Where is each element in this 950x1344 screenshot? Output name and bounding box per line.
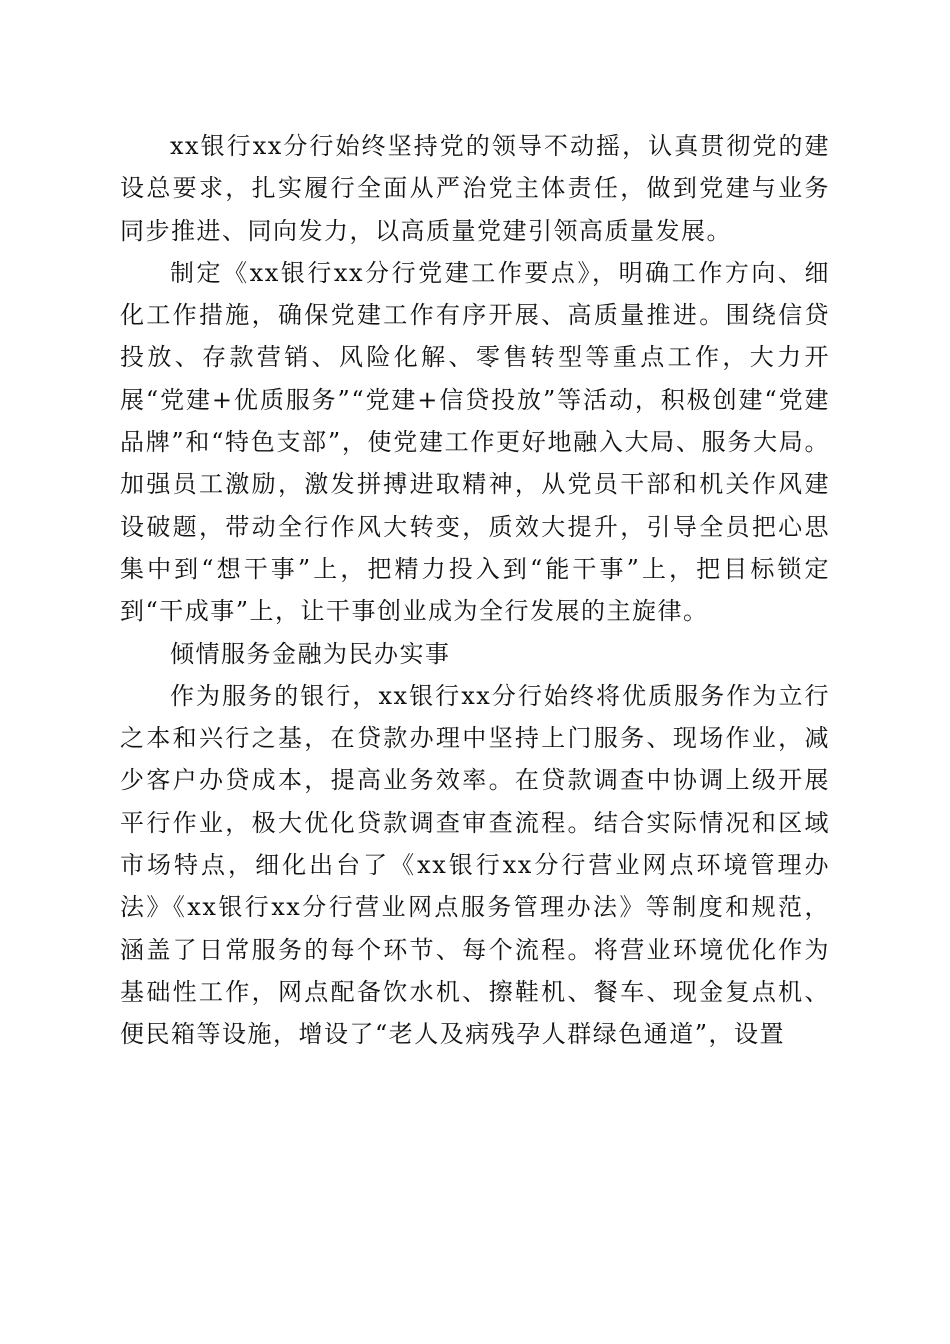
paragraph-party-leadership: xx银行xx分行始终坚持党的领导不动摇，认真贯彻党的建设总要求，扎实履行全面从严治党主体责任，做到党建与业务同步推进、同向发力，以高质量党建引领高质量发展。 bbox=[120, 132, 830, 245]
section-heading: 倾情服务金融为民办实事 bbox=[170, 639, 451, 668]
document-page bbox=[120, 125, 830, 1056]
paragraph-quality-service: 作为服务的银行，xx银行xx分行始终将优质服务作为立行之本和兴行之基，在贷款办理中坚持上门服务、现场作业，减少客户办贷成本，提高业务效率。在贷款调查中协调上级开展平行作业，极大优化贷款调查审查流程。结合实际情况和区域市场特点，细化出台了《xx银行xx分行营业网点环境管理办法》《xx银行xx分行营业网点服务管理办法》等制度和规范，涵盖了日常服务的每个环节、每个流程。将营业环境优化作为基础性工作，网点配备饮水机、擦鞋机、餐车、现金复点机、便民箱等设施，增设了“老人及病残孕人群绿色通道”，设置 bbox=[120, 681, 830, 1049]
paragraph-party-building-plan: 制定《xx银行xx分行党建工作要点》，明确工作方向、细化工作措施，确保党建工作有序开展、高质量推进。围绕信贷投放、存款营销、风险化解、零售转型等重点工作，大力开展“党建+优质服务”“党建+信贷投放”等活动，积极创建“党建品牌”和“特色支部”，使党建工作更好地融入大局、服务大局。加强员工激励，激发拼搏进取精神，从党员干部和机关作风建设破题，带动全行作风大转变，质效大提升，引导全员把心思集中到“想干事”上，把精力投入到“能干事”上，把目标锁定到“干成事”上，让干事创业成为全行发展的主旋律。 bbox=[120, 258, 830, 626]
